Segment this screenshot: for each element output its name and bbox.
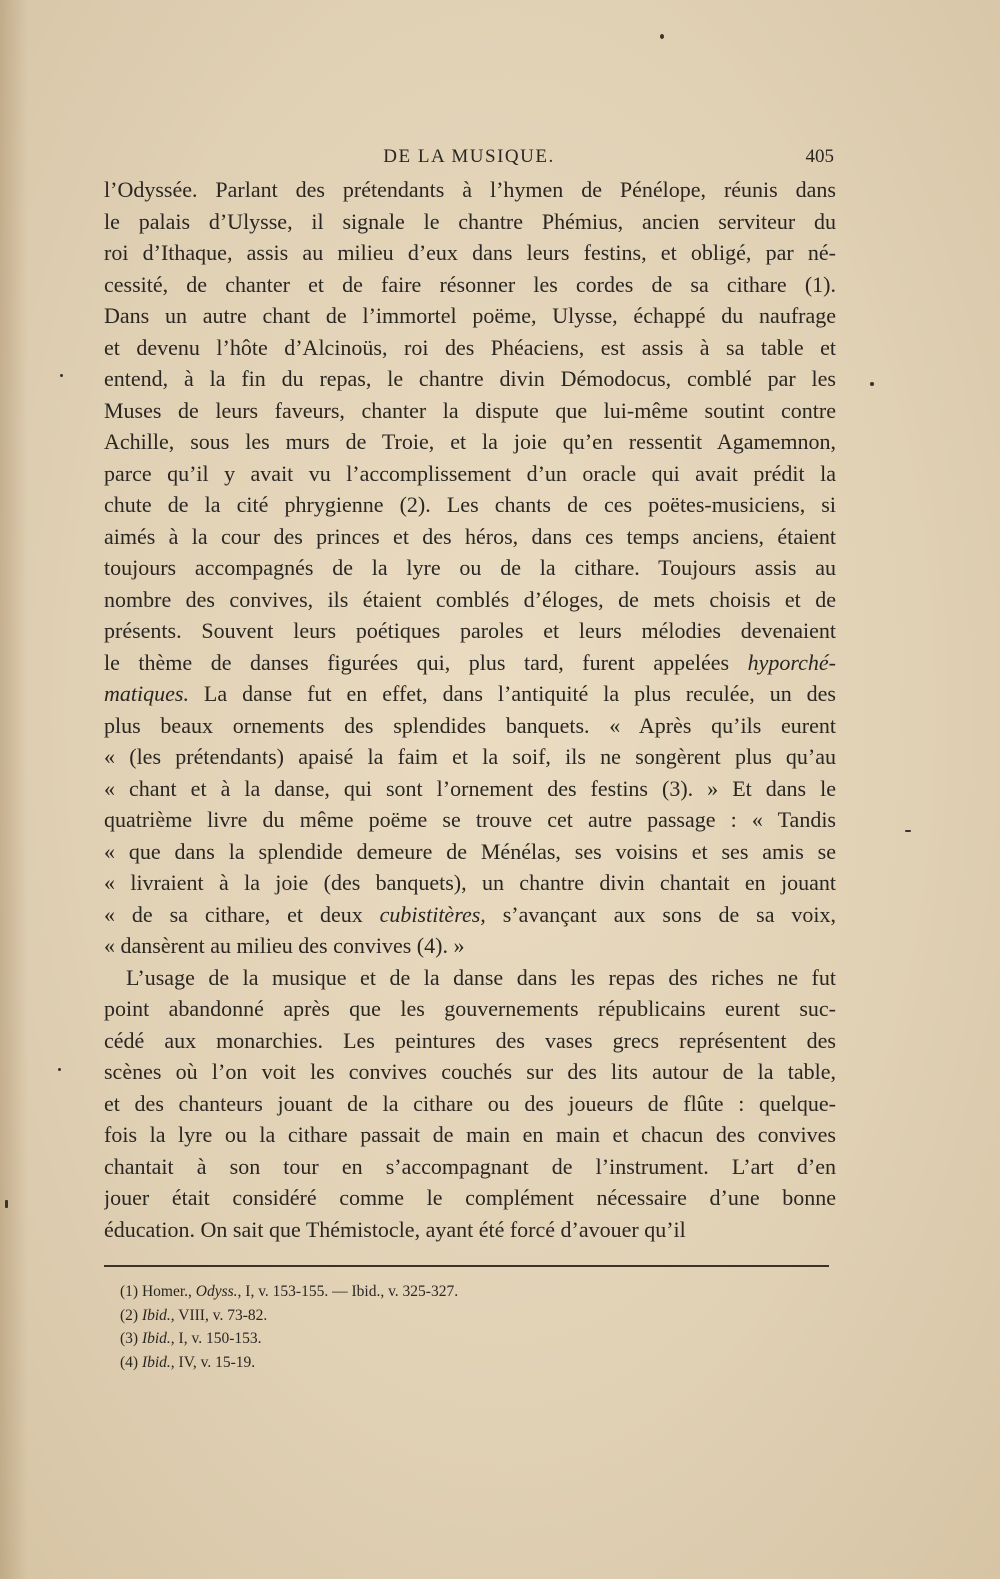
- footnote-3: [120, 1327, 820, 1351]
- text-line: le palais d’Ulysse, il signale le chantre Phémius, ancien serviteur du: [104, 208, 836, 234]
- text-line: toujours accompagnés de la lyre ou de la cithare. Toujours assis au: [104, 555, 836, 580]
- text-line: parce qu’il y avait vu l’accomplissement d’un oracle qui avait prédit la: [104, 460, 836, 486]
- footnote-text: , I, v. 150-153.: [170, 1330, 262, 1347]
- text-line: chute de la cité phrygienne (2). Les chants de ces poëtes-musiciens, si: [104, 492, 836, 517]
- footnote-rule: [104, 1265, 829, 1267]
- text-line: et des chanteurs jouant de la cithare ou des joueurs de flûte : quelque-: [104, 1090, 836, 1116]
- text-line: « que dans la splendide demeure de Ménélas, ses voisins et ses amis se: [104, 838, 836, 864]
- text-line: « (les prétendants) apaisé la faim et la soif, ils ne songèrent plus qu’au: [104, 744, 836, 769]
- running-head: [104, 146, 834, 172]
- footnote-number: (1): [120, 1283, 139, 1300]
- text-line: plus beaux ornements des splendides banquets. « Après qu’ils eurent: [104, 712, 836, 738]
- text-line: Achille, sous les murs de Troie, et la joie qu’en ressentit Agamemnon,: [104, 429, 836, 454]
- text-line: L’usage de la musique et de la danse dans les repas des riches ne fut: [126, 964, 836, 990]
- text-line: aimés à la cour des princes et des héros, dans ces temps anciens, étaient: [104, 523, 836, 549]
- ink-speck: [905, 830, 911, 832]
- text-line: quatrième livre du même poëme se trouve cet autre passage : « Tandis: [104, 807, 836, 832]
- text-line: « dansèrent au milieu des convives (4). »: [104, 933, 465, 958]
- footnote-text: , I, v. 153-155. — Ibid., v. 325-327.: [237, 1283, 459, 1300]
- text-line: roi d’Ithaque, assis au milieu d’eux dans leurs festins, et obligé, par né-: [104, 240, 836, 265]
- text-line: chantait à son tour en s’accompagnant de l’instrument. L’art d’en: [104, 1153, 836, 1179]
- text-line: Dans un autre chant de l’immortel poëme, Ulysse, échappé du naufrage: [104, 303, 836, 328]
- footnote-2: [120, 1304, 820, 1328]
- footnote-number: (4): [120, 1353, 139, 1371]
- footnote-italic: Ibid.: [141, 1353, 171, 1371]
- body-text: [104, 174, 836, 1245]
- text-line: entend, à la fin du repas, le chantre divin Démodocus, comblé par les: [104, 366, 836, 391]
- footnote-1: [120, 1280, 820, 1304]
- footnote-text: , VIII, v. 73-82.: [170, 1306, 268, 1324]
- paragraph-1: [104, 174, 836, 962]
- text-line: jouer était considéré comme le complément nécessaire d’une bonne: [104, 1185, 836, 1210]
- footnotes: [120, 1280, 820, 1374]
- text-line: cessité, de chanter et de faire résonner les cordes de sa cithare (1).: [104, 271, 836, 297]
- ink-speck: [660, 34, 664, 39]
- page-edge-shadow: [0, 0, 28, 1579]
- footnote-text: Homer.,: [141, 1283, 196, 1300]
- footnote-number: (3): [120, 1330, 139, 1347]
- text-line: présents. Souvent leurs poétiques paroles et leurs mélodies devenaient: [104, 618, 836, 643]
- text-line: l’Odyssée. Parlant des prétendants à l’hymen de Pénélope, réunis dans: [104, 177, 836, 202]
- text-line: éducation. On sait que Thémistocle, ayant été forcé d’avouer qu’il: [104, 1216, 686, 1242]
- page-number: 405: [805, 146, 834, 167]
- text-line: cédé aux monarchies. Les peintures des vases grecs représentent des: [104, 1027, 836, 1053]
- text-line: « de sa cithare, et deux cubistitères, s’avançant aux sons de sa voix,: [104, 901, 836, 927]
- ink-speck: [870, 382, 874, 386]
- text-line: et devenu l’hôte d’Alcinoüs, roi des Phéaciens, est assis à sa table et: [104, 334, 836, 360]
- text-line: « chant et à la danse, qui sont l’ornement des festins (3). » Et dans le: [104, 775, 836, 801]
- running-head-title: DE LA MUSIQUE.: [383, 146, 555, 167]
- text-line: point abandonné après que les gouvernements républicains eurent suc-: [104, 996, 836, 1021]
- text-line: le thème de danses figurées qui, plus tard, furent appelées hyporché-: [104, 649, 836, 675]
- footnote-number: (2): [120, 1306, 139, 1324]
- text-line: matiques. La danse fut en effet, dans l’antiquité la plus reculée, un des: [104, 681, 836, 706]
- footnote-text: , IV, v. 15-19.: [170, 1353, 256, 1371]
- text-line: fois la lyre ou la cithare passait de main en main et chacun des convives: [104, 1122, 836, 1147]
- ink-speck: [5, 1200, 8, 1208]
- ink-speck: [60, 374, 63, 377]
- text-line: scènes où l’on voit les convives couchés sur des lits autour de la table,: [104, 1059, 836, 1084]
- text-line: Muses de leurs faveurs, chanter la dispute que lui-même soutint contre: [104, 397, 836, 423]
- footnote-italic: Ibid.: [141, 1306, 171, 1324]
- footnote-italic: Odyss.: [195, 1283, 238, 1300]
- footnote-4: [120, 1351, 820, 1375]
- text-line: nombre des convives, ils étaient comblés d’éloges, de mets choisis et de: [104, 586, 836, 612]
- text-line: « livraient à la joie (des banquets), un chantre divin chantait en jouant: [104, 870, 836, 895]
- paragraph-2: [104, 962, 836, 1246]
- ink-speck: [58, 1068, 61, 1071]
- footnote-italic: Ibid.: [141, 1330, 171, 1347]
